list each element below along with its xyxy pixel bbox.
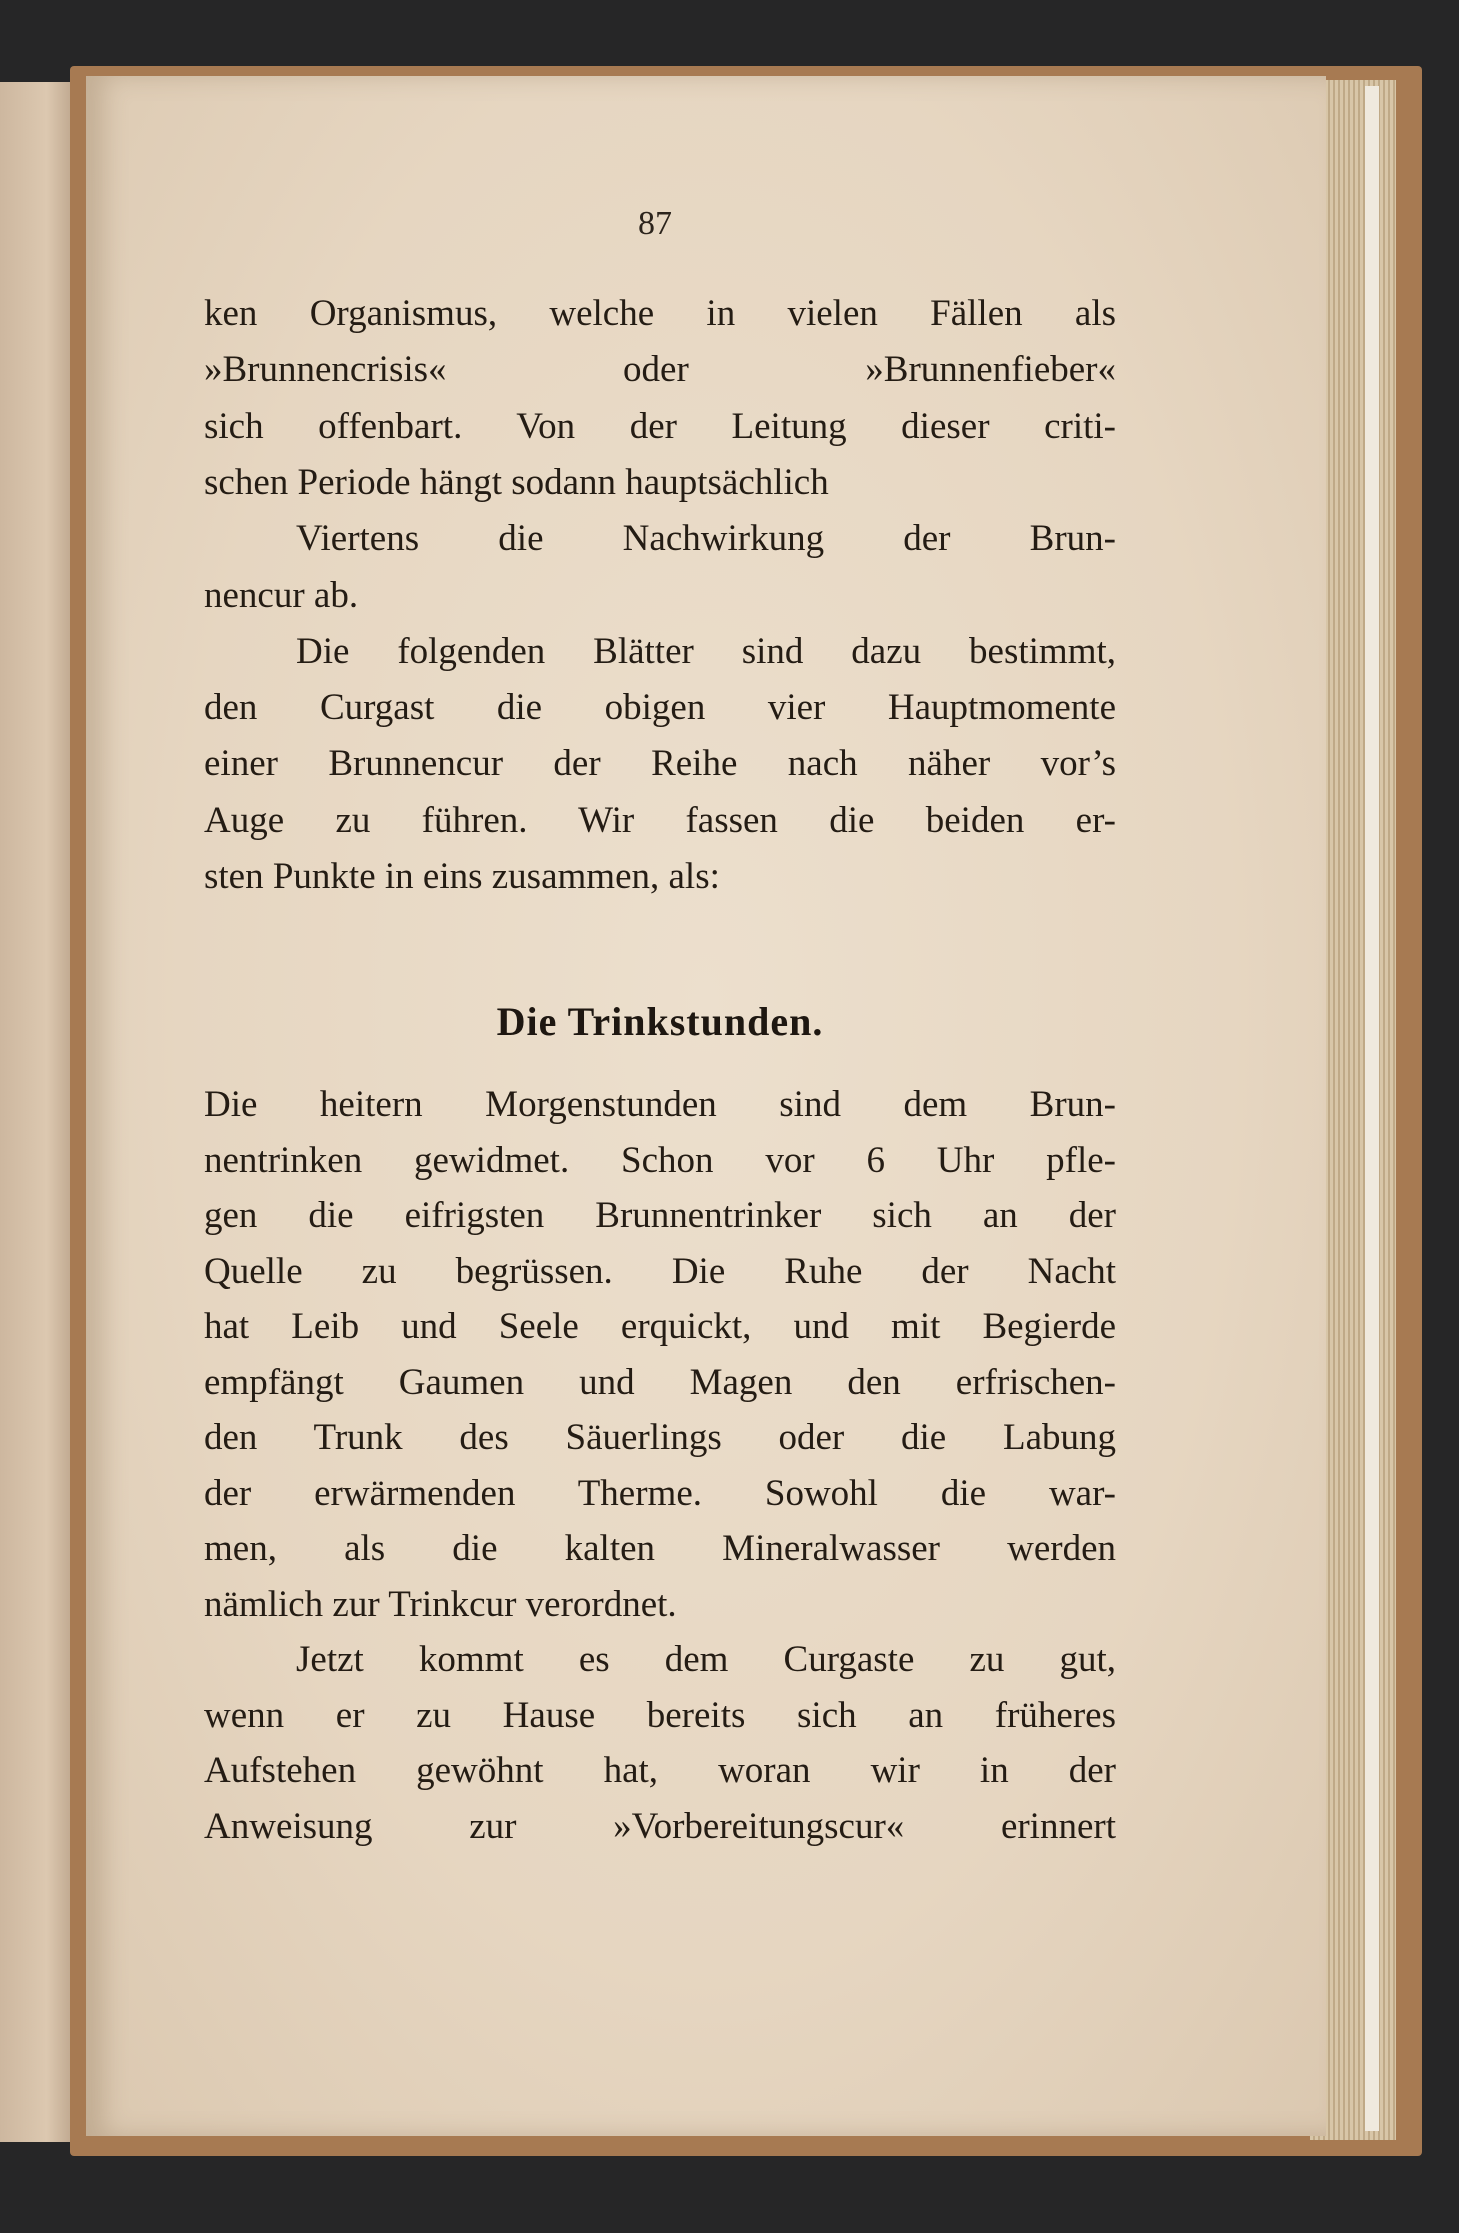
text-line: Auge zu führen. Wir fassen die beiden er- [204, 799, 1116, 841]
text-line: men, als die kalten Mineralwasser werden [204, 1528, 1116, 1569]
text-line: Jetzt kommt es dem Curgaste zu gut, [296, 1639, 1116, 1680]
text-line: nämlich zur Trinkcur verordnet. [204, 1583, 677, 1625]
text-line: nentrinken gewidmet. Schon vor 6 Uhr pfle- [204, 1139, 1116, 1181]
facing-page-edge [0, 82, 78, 2142]
page-edge [1365, 86, 1379, 2131]
section-heading: Die Trinkstunden. [496, 999, 824, 1044]
text-line: Viertens die Nachwirkung der Brun- [296, 518, 1116, 560]
text-line: wenn er zu Hause bereits sich an früheres [204, 1694, 1116, 1736]
text-line: sich offenbart. Von der Leitung dieser criti- [204, 405, 1116, 447]
page-number: 87 [638, 205, 672, 242]
text-line: schen Periode hängt sodann hauptsächlich [204, 461, 829, 503]
text-line: einer Brunnencur der Reihe nach näher vor’s [204, 743, 1116, 785]
text-line: Anweisung zur »Vorbereitungscur« erinnert [204, 1805, 1116, 1847]
text-line: sten Punkte in eins zusammen, als: [204, 856, 720, 897]
text-line: Die heitern Morgenstunden sind dem Brun- [204, 1084, 1116, 1125]
text-line: der erwärmenden Therme. Sowohl die war- [204, 1472, 1116, 1514]
text-line: nencur ab. [204, 574, 359, 616]
text-line: Quelle zu begrüssen. Die Ruhe der Nacht [204, 1250, 1116, 1292]
text-line: den Curgast die obigen vier Hauptmomente [204, 687, 1116, 729]
text-line: Aufstehen gewöhnt hat, woran wir in der [204, 1750, 1116, 1791]
text-line: Die folgenden Blätter sind dazu bestimmt, [296, 630, 1116, 672]
text-line: empfängt Gaumen und Magen den erfrischen- [204, 1361, 1116, 1403]
text-line: ken Organismus, welche in vielen Fällen als [204, 293, 1116, 334]
text-line: gen die eifrigsten Brunnentrinker sich an der [204, 1195, 1116, 1236]
text-line: hat Leib und Seele erquickt, und mit Begierde [204, 1306, 1116, 1347]
text-line: »Brunnencrisis« oder »Brunnenfieber« [204, 349, 1116, 391]
text-line: den Trunk des Säuerlings oder die Labung [204, 1417, 1116, 1458]
